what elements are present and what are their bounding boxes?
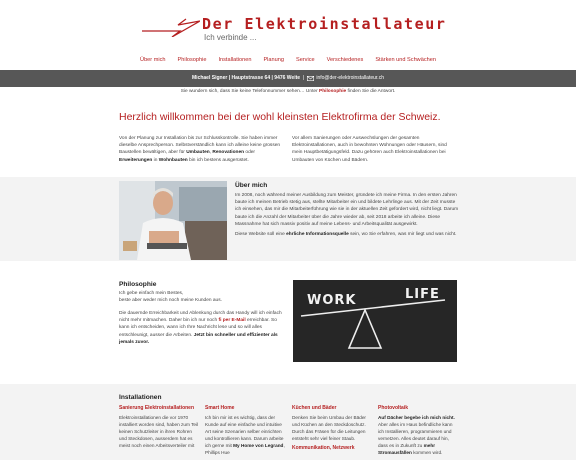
welcome-heading: Herzlich willkommen bei der wohl kleinsten Elektrofirma der Schweiz. — [119, 111, 441, 123]
installation-card-photovoltaik: Photovoltaik Auf Dächer begebe ich mich nicht. Aber alles im Haus befindliche kann ich Installieren, programmieren und vernetzen. Alles deutet darauf hin, dass es in Zukunft zu mehr Stromausfällen kommen wird. — [378, 405, 458, 456]
installation-title[interactable]: Photovoltaik — [378, 405, 409, 411]
installations-section — [0, 384, 576, 460]
installation-card-sanierung: Sanierung Elektroinstallationen Elektroinstallationen die vor 1970 installiert worden sind, haben zum Teil keinen Schutzleiter in ihren Rohren und Steckdosen, ausserdem hat es meist noch einen Arbeitsverteiler mit — [119, 405, 199, 448]
notice-text-end: finden Sie die Antwort. — [347, 89, 396, 94]
electrician-photo — [119, 181, 227, 260]
email-link[interactable]: fi per E-Mail — [218, 318, 246, 324]
installation-title[interactable]: Smart Home — [205, 405, 235, 411]
about-heading: Über mich — [235, 182, 268, 189]
installations-heading: Installationen — [119, 394, 162, 401]
about-text-honesty: Diese Website soll eine ehrliche Informationsquelle sein, wo Sie erfahren, was mir liegt und was nicht. — [235, 232, 457, 237]
installation-card-smart-home: Smart Home Ich bin mir ist es wichtig, dass der Kunde auf eine einfache und intuitive Art seine Szenarien selber einrichten und kontrollieren kann. Darum arbeite ich gerne mit My Home von Legrand, Phillips Hue — [205, 405, 285, 455]
nav-item-service[interactable]: Service — [295, 57, 315, 63]
contact-bar: Michael Signer | Hauptstrasse 64 | 9476 Weite | info@der-elektroinstallateur.ch — [0, 70, 576, 87]
logo-title[interactable]: Der Elektroinstallateur — [202, 15, 447, 33]
site-header — [0, 0, 576, 50]
main-nav — [0, 56, 576, 64]
philosophy-heading: Philosophie — [119, 281, 157, 288]
nav-item-ueber-mich[interactable]: Über mich — [140, 57, 166, 63]
lightning-bolt-logo-icon — [142, 15, 200, 37]
nav-item-staerken-schwaechen[interactable]: Stärken und Schwächen — [375, 57, 436, 63]
mail-icon — [307, 76, 314, 81]
notice-text: Sie wundern sich, dass Sie keine Telefonnummer sehen… Unter — [180, 89, 318, 94]
installation-card-kuechen-baeder: Küchen und Bäder Denken Sie beim Umbau der Bäder und Küchen an den Steckdoschutz. Durch das Fräsen für die Leitungen entsteht sehr viel feiner Staub. Kommunikation, Netzwerk — [292, 405, 372, 453]
welcome-right-text: Vor allem Sanierungen oder Auswechslungen der gesamten Elektroinstallationen, auch in bewohnten Wohnungen oder Häusern, sind mein Hauptbetätigungsfeld. Dazu gehören auch Elektroinstallationen bei Umbauten von Küchen und Bädern. — [292, 136, 447, 163]
contact-address: Michael Signer | Hauptstrasse 64 | 9476 Weite — [192, 74, 301, 81]
board-life-label: LIFE — [405, 287, 440, 302]
phone-notice — [0, 89, 576, 96]
about-text: Im 2008, noch während meiner Ausbildung zum Meister, gründete ich meine Firma. In den ersten Jahren baute ich meinen Betrieb stetig aus, stellte Mitarbeiter ein und bildete Lehrlinge aus. Mit der Zeit musste ich einsehen, das mir die Mitarbeiterführung wie sie in der aktuellen Zeit gefordert wird, nicht liegt. Darum baute ich die Anzahl der Mitarbeiter über die Jahre wieder ab, seit 2018 arbeite ich alleine. Diese Massnahme hat sich massiv positiv auf meine Lebens- und Arbeitsqualität ausgewirkt. — [235, 193, 459, 227]
welcome-left-text: Von der Planung zur Installation bis zur Schlusskontrolle. Sie haben immer dieselbe Ansprechperson. Selbstverständlich kann ich alleine keine grossen Baustellen bewältigen, aber für Umbauten, Renovationen oder Erweiterungen in Wohnbauten bin ich bestens ausgerüstet. — [119, 136, 281, 163]
nav-item-installationen[interactable]: Installationen — [218, 57, 252, 63]
nav-item-planung[interactable]: Planung — [263, 57, 284, 63]
installation-title[interactable]: Sanierung Elektroinstallationen — [119, 405, 195, 411]
installation-title[interactable]: Kommunikation, Netzwerk — [292, 444, 355, 451]
philosophy-text: Die dauernde Erreichbarkeit und Ablenkung durch das Handy will ich einfach nicht mehr mitmachen. Daher bin ich nur noch fi per E-Mail erreichbar. So kann ich entscheiden, wann ich Ihre Nachricht lese und so will alles entschleunigt, ausser die Arbeiten. Jetzt bin schneller und effizienter als jemals zuvor. — [119, 311, 282, 345]
work-life-balance-image — [293, 280, 457, 362]
logo-tagline: Ich verbinde ... — [204, 33, 257, 42]
board-work-label: WORK — [307, 293, 357, 308]
installation-title[interactable]: Küchen und Bäder — [292, 405, 337, 411]
notice-philosophie-link[interactable]: Philosophie — [319, 89, 347, 94]
philosophy-intro: Ich gebe einfach mein Bestes, beste aber weder mich noch meine Kunden aus. — [119, 291, 222, 304]
nav-item-verschiedenes[interactable]: Verschiedenes — [326, 57, 364, 63]
contact-email-link[interactable]: info@der-elektroinstallateur.ch — [316, 74, 384, 81]
nav-item-philosophie[interactable]: Philosophie — [177, 57, 207, 63]
